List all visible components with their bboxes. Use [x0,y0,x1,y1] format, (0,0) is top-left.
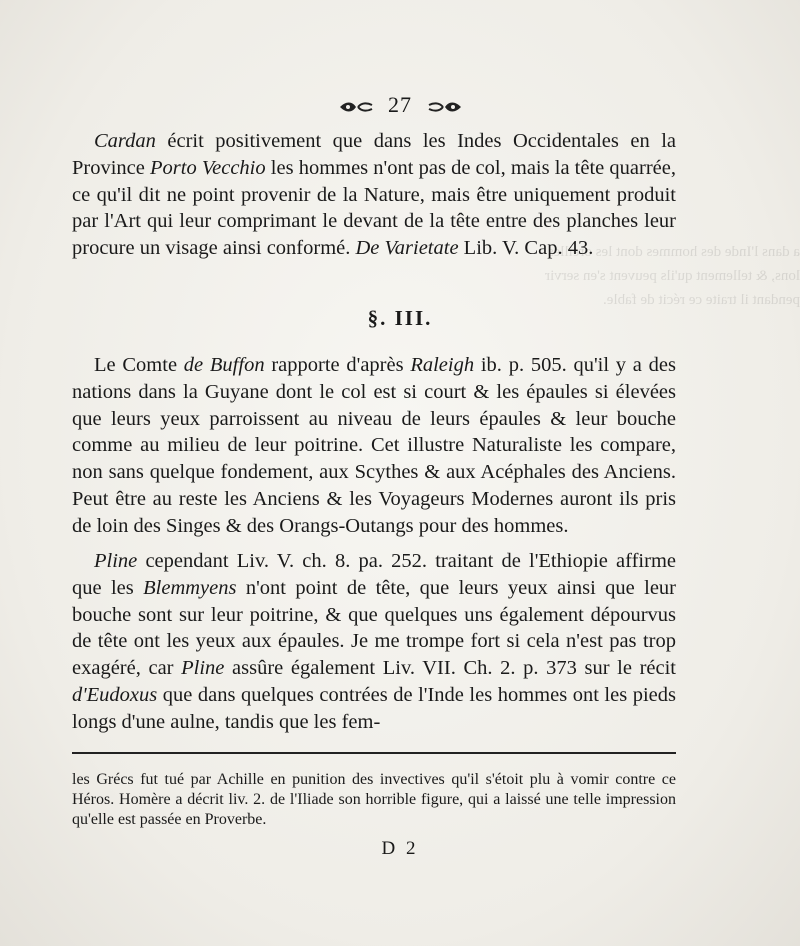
paragraph-buffon [72,352,676,540]
text-run: cependant Liv. V. ch. 8. pa. 252. traitant de l'Ethiopie affirme que les [72,550,676,599]
italic-term: Blemmyens [143,576,237,599]
text-run: n'ont point de tête, que leurs yeux ainsi que leur bouche sont sur leur poitrine, & que quelques uns également dépourvus de tête ont les yeux aux épaules. Je me trompe fort si cela n'est pas trop exagéré, car [72,576,677,680]
italic-term: de Buffon [183,354,265,376]
text-run: rapporte d'après [264,354,411,376]
italic-term: Pline [94,550,138,572]
italic-term: Porto Vecchio [150,156,266,179]
paragraph-text [72,548,676,736]
signature-mark: D 2 [381,838,419,859]
italic-term: Cardan [94,130,156,152]
paragraph-text [72,128,676,262]
text-run: Le Comte [94,354,184,376]
show-through-text: a dans l'Inde des hommes dont les oreilles lons, & tellement qu'ils peuvent s'en servir pendant il traite ce récit de fable. [545,244,800,308]
text-run: Lib. V. Cap. 43. [458,237,594,260]
text-run: écrit positivement que dans les Indes Occidentales en la Province [72,130,676,179]
italic-term: d'Eudoxus [72,683,158,706]
footnote: les Grécs fut tué par Achille en punition des invectives qu'il s'étoit plu à vomir contre ce Héros. Homère a décrit liv. 2. de l'Iliade son horrible figure, qui a laissé une telle impression qu'elle est passée en Proverbe. [72,771,676,828]
page-header [0,92,800,118]
fleuron-right-ornament [427,99,463,115]
section-heading: §. III. [367,306,433,330]
paragraph-pline [72,548,676,736]
text-run: que dans quelques contrées de l'Inde les hommes ont les pieds longs d'une aulne, tandis que les fem- [72,683,676,733]
italic-term: De Varietate [355,237,459,260]
fleuron-left-ornament [338,99,374,115]
page-number: 27 [388,92,412,117]
text-run: assûre également Liv. VII. Ch. 2. p. 373 sur le récit [224,657,677,680]
italic-term: Raleigh [410,354,475,376]
paragraph-cardan [72,128,676,262]
paragraph-text [72,352,676,540]
footnote-rule [72,752,676,754]
text-run: ib. p. 505. qu'il y a des nations dans la Guyane dont le col est si court & les épaules si élevées que leurs yeux parroissent au niveau de leurs épaules & leur bouche comme au milieu de leur poitrine. Cet illustre Naturaliste les compare, non sans quelque fondement, aux Scythes & aux Acéphales des Anciens. Peut être au reste les Anciens & les Voyageurs Modernes auront ils pris de loin des Singes & des Orangs-Outangs pour des hommes. [72,354,676,537]
italic-term: Pline [181,657,225,680]
text-run: les hommes n'ont pas de col, mais la tête quarrée, ce qu'il dit ne point provenir de la Nature, mais être uniquement produit par l'Art qui leur comprimant le devant de la tête entre des planches leur procure un visage ainsi conformé. [72,156,676,260]
